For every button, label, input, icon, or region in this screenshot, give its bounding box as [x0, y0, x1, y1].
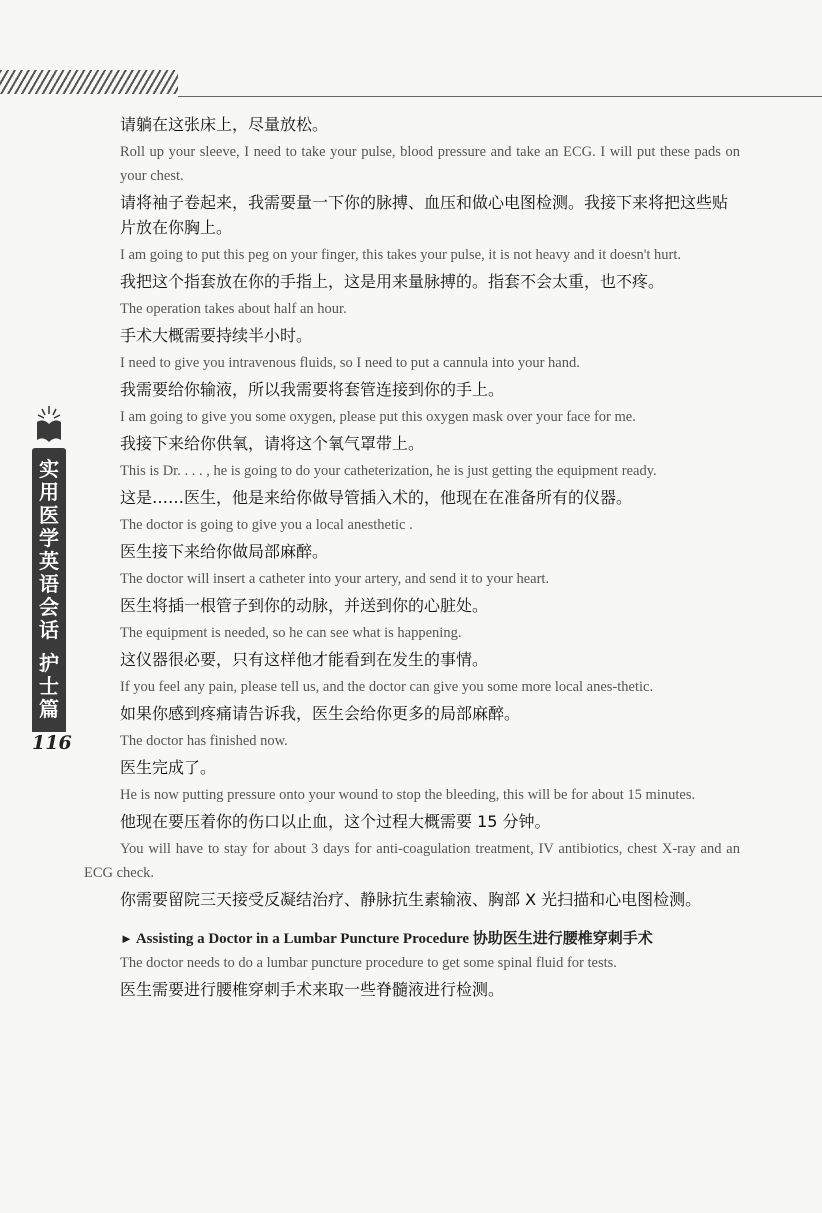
side-subtitle-char: 士	[39, 674, 59, 698]
section-heading	[120, 926, 740, 951]
chinese-line: 我把这个指套放在你的手指上，这是用来量脉搏的。指套不会太重，也不疼。	[120, 272, 665, 291]
english-line: The doctor is going to give you a local anesthetic .	[120, 517, 413, 533]
english-line: The equipment is needed, so he can see what is happening.	[120, 625, 462, 641]
english-line: He is now putting pressure onto your wound to stop the bleeding, this will be for about 15 minutes.	[120, 787, 696, 803]
side-title-char: 用	[39, 480, 59, 504]
side-title	[32, 458, 66, 721]
chinese-line: 手术大概需要持续半小时。	[120, 326, 313, 345]
english-line: Roll up your sleeve, I need to take your pulse, blood pressure and take an ECG. I will put these pads on your chest.	[120, 144, 740, 184]
chinese-line: 请将袖子卷起来，我需要量一下你的脉搏、血压和做心电图检测。我接下来将把这些贴片放在你胸上。	[120, 193, 729, 237]
side-title-char: 话	[39, 618, 59, 642]
chinese-line: 我需要给你输液，所以我需要将套管连接到你的手上。	[120, 380, 505, 399]
chinese-line: 如果你感到疼痛请告诉我，医生会给你更多的局部麻醉。	[120, 704, 521, 723]
side-tab	[26, 400, 68, 765]
section-title-en: Assisting a Doctor in a Lumbar Puncture Procedure	[135, 931, 470, 947]
chinese-line: 他现在要压着你的伤口以止血，这个过程大概需要 15 分钟。	[120, 812, 551, 831]
side-subtitle-char: 篇	[39, 697, 59, 721]
chinese-line: 我接下来给你供氧，请将这个氧气罩带上。	[120, 434, 425, 453]
chinese-line: 你需要留院三天接受反凝结治疗、静脉抗生素输液、胸部 X 光扫描和心电图检测。	[120, 890, 702, 909]
english-line: You will have to stay for about 3 days for anti-coagulation treatment, IV antibiotics, chest X-ray and an ECG check.	[84, 841, 740, 881]
side-title-char: 会	[39, 595, 59, 619]
side-title-char: 医	[39, 503, 59, 527]
english-line: The doctor will insert a catheter into your artery, and send it to your heart.	[120, 571, 550, 587]
side-title-char: 语	[39, 572, 59, 596]
header-stripes	[0, 70, 178, 94]
english-line: I need to give you intravenous fluids, so I need to put a cannula into your hand.	[120, 355, 580, 371]
english-line: The doctor needs to do a lumbar puncture procedure to get some spinal fluid for tests.	[120, 955, 617, 971]
side-title-char: 英	[39, 549, 59, 573]
section-marker: ►	[120, 931, 133, 946]
chinese-line: 这是……医生，他是来给你做导管插入术的，他现在在准备所有的仪器。	[120, 488, 633, 507]
side-title-char: 实	[39, 457, 59, 481]
book-icon	[34, 404, 64, 444]
english-line: The doctor has finished now.	[120, 733, 288, 749]
chinese-line: 请躺在这张床上，尽量放松。	[120, 115, 329, 134]
side-title-char: 学	[39, 526, 59, 550]
chinese-line: 医生需要进行腰椎穿刺手术来取一些脊髓液进行检测。	[120, 980, 505, 999]
english-line: If you feel any pain, please tell us, and the doctor can give you some more local anes-thetic.	[120, 679, 654, 695]
section-title-zh: 协助医生进行腰椎穿刺手术	[472, 929, 653, 947]
english-line: The operation takes about half an hour.	[120, 301, 347, 317]
page-body	[84, 112, 740, 1005]
english-line: I am going to give you some oxygen, please put this oxygen mask over your face for me.	[120, 409, 636, 425]
chinese-line: 医生将插一根管子到你的动脉，并送到你的心脏处。	[120, 596, 489, 615]
chinese-line: 医生接下来给你做局部麻醉。	[120, 542, 329, 561]
chinese-line: 这仪器很必要，只有这样他才能看到在发生的事情。	[120, 650, 489, 669]
english-line: I am going to put this peg on your finger, this takes your pulse, it is not heavy and it doesn't hurt.	[120, 247, 682, 263]
chinese-line: 医生完成了。	[120, 758, 217, 777]
page-number: 116	[32, 732, 72, 754]
english-line: This is Dr. . . . , he is going to do your catheterization, he is just getting the equipment ready.	[120, 463, 657, 479]
header-rule	[178, 96, 822, 97]
side-subtitle-char: 护	[39, 651, 59, 675]
